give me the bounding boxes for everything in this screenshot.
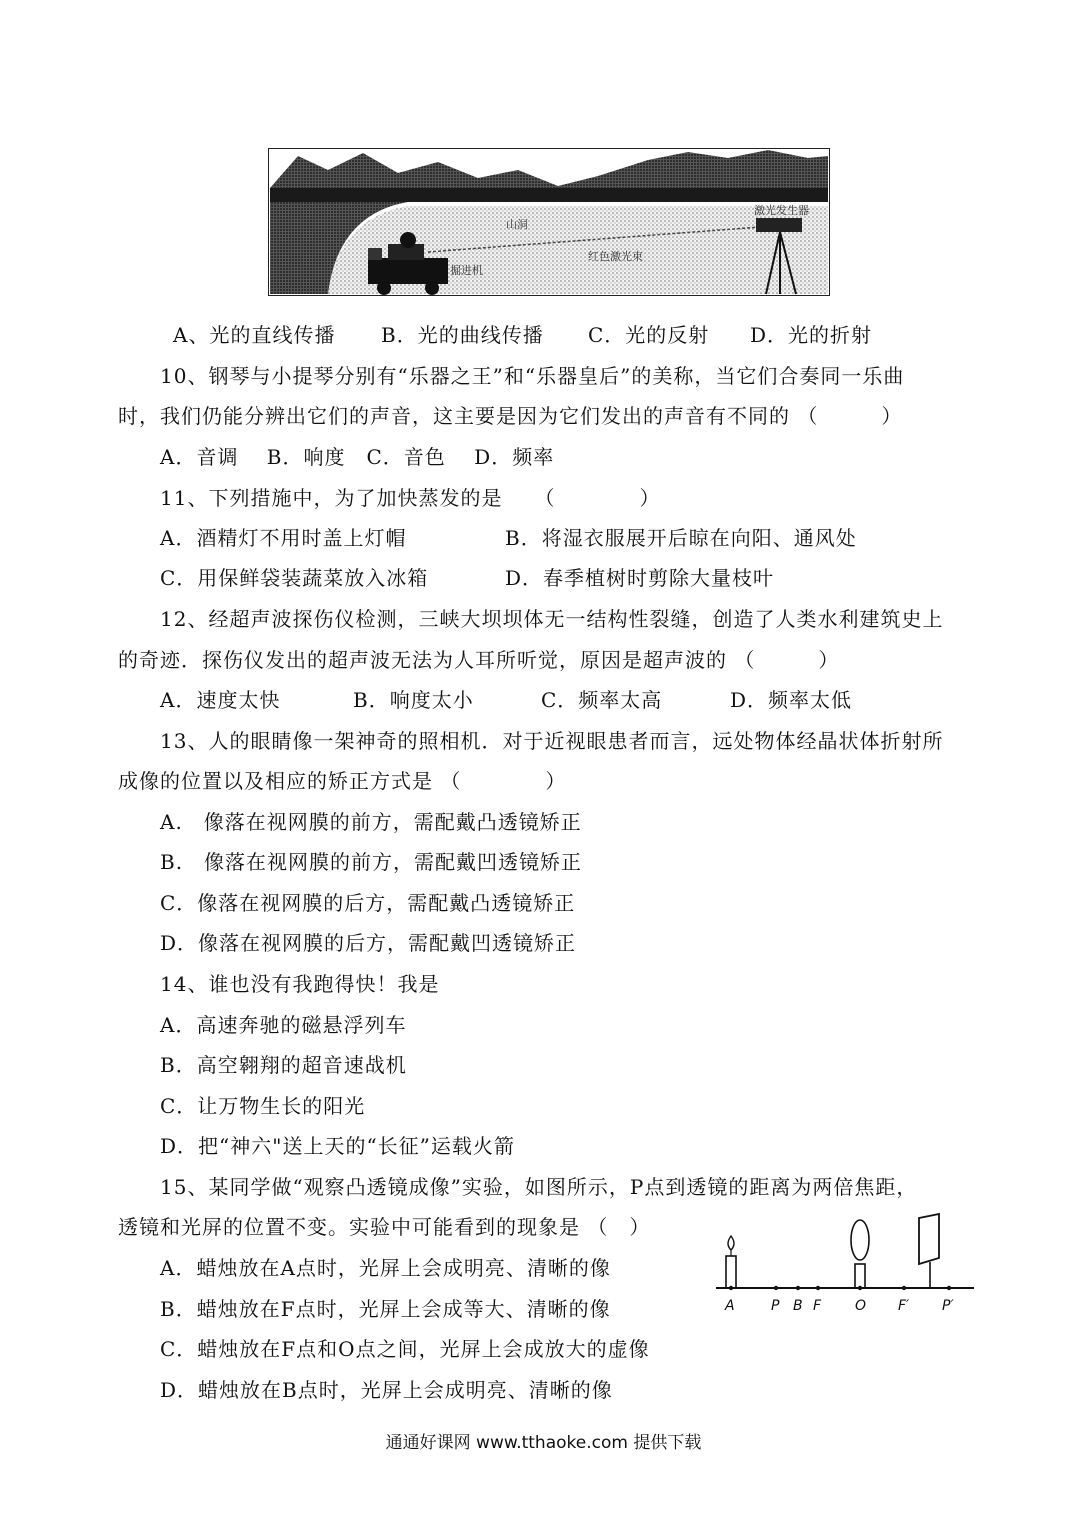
lens-diagram: [712, 1212, 980, 1320]
q13-stem-line1: 13、人的眼睛像一架神奇的照相机．对于近视眼患者而言，远处物体经晶状体折射所: [160, 729, 944, 753]
q9-option-b: B．光的曲线传播: [381, 323, 544, 347]
label-laser-generator: 激光发生器: [754, 204, 809, 217]
q13-option-d: D．像落在视网膜的后方，需配戴凹透镜矫正: [160, 931, 577, 955]
q11-stem: 11、下列措施中，为了加快蒸发的是 （ ）: [160, 486, 661, 510]
q15-option-d: D．蜡烛放在B点时，光屏上会成明亮、清晰的像: [160, 1378, 613, 1402]
q14-option-b: B．高空翱翔的超音速战机: [160, 1053, 407, 1077]
q11-option-b: B．将湿衣服展开后晾在向阳、通风处: [505, 526, 857, 550]
point-label-b: B: [793, 1298, 803, 1314]
q15-option-a: A．蜡烛放在A点时，光屏上会成明亮、清晰的像: [160, 1256, 611, 1280]
bench-point-2: [796, 1286, 800, 1290]
point-label-f-prime: F′: [898, 1298, 910, 1314]
label-tunneling-machine: 掘进机: [450, 264, 483, 277]
q12-option-a: A．速度太快: [160, 688, 281, 712]
q9-option-a: A、光的直线传播: [173, 323, 336, 347]
q9-option-c: C．光的反射: [588, 323, 710, 347]
q12-option-b: B．响度太小: [353, 688, 474, 712]
rock-band: [270, 188, 828, 202]
q11-option-a: A．酒精灯不用时盖上灯帽: [160, 526, 407, 550]
q15-stem-line1: 15、某同学做“观察凸透镜成像”实验，如图所示，P点到透镜的距离为两倍焦距，: [160, 1175, 918, 1199]
q10-stem-line1: 10、钢琴与小提琴分别有“乐器之王”和“乐器皇后”的美称，当它们合奏同一乐曲: [160, 364, 905, 388]
q13-option-a: A. 像落在视网膜的前方，需配戴凸透镜矫正: [160, 810, 582, 834]
tunnel-laser-figure: [268, 148, 830, 296]
q12-stem-line2: 的奇迹．探伤仪发出的超声波无法为人耳所听觉，原因是超声波的 （ ）: [118, 648, 840, 672]
q10-stem-line2: 时，我们仍能分辨出它们的声音，这主要是因为它们发出的声音有不同的 （ ）: [118, 404, 903, 428]
point-label-f: F: [813, 1298, 822, 1314]
point-label-a: A: [725, 1298, 735, 1314]
light-screen-icon: [919, 1214, 939, 1288]
q12-option-c: C．频率太高: [541, 688, 663, 712]
point-label-p-prime: P′: [942, 1298, 954, 1314]
bench-point-4: [858, 1286, 862, 1290]
q12-option-d: D．频率太低: [730, 688, 853, 712]
label-laser-beam: 红色激光束: [588, 250, 643, 263]
bench-point-0: [729, 1286, 733, 1290]
point-label-p: P: [771, 1298, 780, 1314]
q11-option-c: C．用保鲜袋装蔬菜放入冰箱: [160, 566, 429, 590]
q14-option-d: D．把“神六"送上天的“长征”运载火箭: [160, 1134, 515, 1158]
q13-option-c: C．像落在视网膜的后方，需配戴凸透镜矫正: [160, 891, 576, 915]
bench-point-3: [816, 1286, 820, 1290]
q13-stem-line2: 成像的位置以及相应的矫正方式是 （ ）: [118, 769, 567, 793]
q14-stem: 14、谁也没有我跑得快！我是: [160, 972, 440, 996]
q13-option-b: B. 像落在视网膜的前方，需配戴凹透镜矫正: [160, 850, 583, 874]
q9-option-d: D．光的折射: [750, 323, 873, 347]
q11-option-d: D．春季植树时剪除大量枝叶: [505, 566, 775, 590]
label-cave: 山洞: [506, 218, 528, 231]
q12-stem-line1: 12、经超声波探伤仪检测，三峡大坝坝体无一结构性裂缝，创造了人类水利建筑史上: [160, 607, 944, 631]
q10-options: A．音调 B．响度 C．音色 D．频率: [160, 445, 555, 469]
point-label-o: O: [855, 1298, 867, 1314]
q14-option-a: A．高速奔驰的磁悬浮列车: [160, 1013, 407, 1037]
q15-option-b: B．蜡烛放在F点时，光屏上会成等大、清晰的像: [160, 1297, 611, 1321]
q15-stem-line2: 透镜和光屏的位置不变。实验中可能看到的现象是 （ ）: [118, 1215, 651, 1239]
page-footer: 通通好课网 www.tthaoke.com 提供下载: [385, 1433, 702, 1453]
q14-option-c: C．让万物生长的阳光: [160, 1094, 366, 1118]
candle-icon: [726, 1236, 736, 1288]
convex-lens-icon: [851, 1220, 869, 1288]
bench-point-6: [947, 1286, 951, 1290]
bench-point-5: [902, 1286, 906, 1290]
bench-point-1: [774, 1286, 778, 1290]
q15-option-c: C．蜡烛放在F点和O点之间，光屏上会成放大的虚像: [160, 1337, 650, 1361]
